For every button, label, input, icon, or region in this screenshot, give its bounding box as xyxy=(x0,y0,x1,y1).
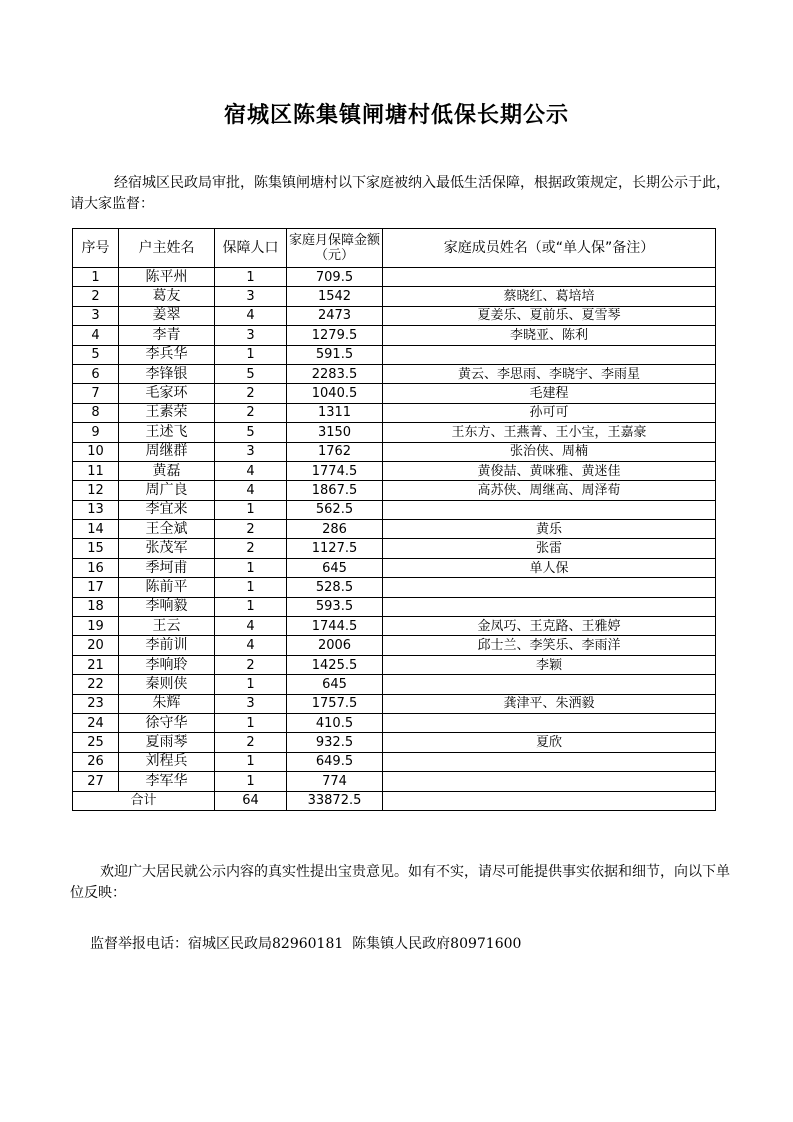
householder-name-cell: 李兵华 xyxy=(119,345,215,364)
serial-number-cell: 16 xyxy=(73,558,119,577)
householder-name-cell: 秦则侠 xyxy=(119,675,215,694)
householder-name-cell: 李宜来 xyxy=(119,500,215,519)
serial-number-cell: 23 xyxy=(73,694,119,713)
covered-persons-cell: 1 xyxy=(215,500,287,519)
family-members-cell xyxy=(383,345,716,364)
total-label: 合计 xyxy=(73,791,215,810)
monthly-amount-cell: 562.5 xyxy=(287,500,383,519)
serial-number-cell: 15 xyxy=(73,539,119,558)
covered-persons-cell: 1 xyxy=(215,345,287,364)
family-members-cell: 金凤巧、王克路、王雅婷 xyxy=(383,617,716,636)
monthly-amount-cell: 1040.5 xyxy=(287,384,383,403)
householder-name-cell: 李青 xyxy=(119,326,215,345)
family-members-cell: 毛建程 xyxy=(383,384,716,403)
family-members-cell xyxy=(383,772,716,791)
intro-paragraph: 经宿城区民政局审批，陈集镇闸塘村以下家庭被纳入最低生活保障，根据政策规定，长期公示于此，请大家监督： xyxy=(70,175,730,212)
family-members-cell: 李颖 xyxy=(383,655,716,674)
table-row xyxy=(73,287,716,306)
covered-persons-cell: 1 xyxy=(215,558,287,577)
table-row xyxy=(73,772,716,791)
covered-persons-cell: 1 xyxy=(215,675,287,694)
monthly-amount-cell: 1425.5 xyxy=(287,655,383,674)
covered-persons-cell: 2 xyxy=(215,520,287,539)
family-members-cell xyxy=(383,675,716,694)
serial-number-cell: 18 xyxy=(73,597,119,616)
family-members-cell xyxy=(383,500,716,519)
monthly-amount-cell: 1867.5 xyxy=(287,481,383,500)
householder-name-cell: 陈前平 xyxy=(119,578,215,597)
serial-number-cell: 25 xyxy=(73,733,119,752)
table-row xyxy=(73,558,716,577)
householder-name-cell: 周继群 xyxy=(119,442,215,461)
householder-name-cell: 朱辉 xyxy=(119,694,215,713)
family-members-cell xyxy=(383,268,716,287)
covered-persons-cell: 5 xyxy=(215,423,287,442)
header-monthly-amount: 家庭月保障金额（元） xyxy=(287,229,383,268)
table-row xyxy=(73,597,716,616)
covered-persons-cell: 2 xyxy=(215,733,287,752)
monthly-amount-cell: 709.5 xyxy=(287,268,383,287)
covered-persons-cell: 3 xyxy=(215,287,287,306)
covered-persons-cell: 2 xyxy=(215,384,287,403)
monthly-amount-cell: 3150 xyxy=(287,423,383,442)
covered-persons-cell: 5 xyxy=(215,364,287,383)
total-amount: 33872.5 xyxy=(287,791,383,810)
subsistence-allowance-table xyxy=(72,228,716,811)
table-row xyxy=(73,384,716,403)
family-members-cell: 单人保 xyxy=(383,558,716,577)
table-row xyxy=(73,713,716,732)
table-row xyxy=(73,636,716,655)
householder-name-cell: 周广良 xyxy=(119,481,215,500)
serial-number-cell: 13 xyxy=(73,500,119,519)
covered-persons-cell: 4 xyxy=(215,306,287,325)
covered-persons-cell: 1 xyxy=(215,772,287,791)
serial-number-cell: 10 xyxy=(73,442,119,461)
householder-name-cell: 李前训 xyxy=(119,636,215,655)
householder-name-cell: 黄磊 xyxy=(119,461,215,480)
table-row xyxy=(73,752,716,771)
page-title: 宿城区陈集镇闸塘村低保长期公示 xyxy=(223,102,569,128)
family-members-cell: 李晓亚、陈利 xyxy=(383,326,716,345)
family-members-cell: 高苏侠、周继高、周泽荀 xyxy=(383,481,716,500)
table-row xyxy=(73,345,716,364)
householder-name-cell: 夏雨琴 xyxy=(119,733,215,752)
family-members-cell: 张治侠、周楠 xyxy=(383,442,716,461)
monthly-amount-cell: 649.5 xyxy=(287,752,383,771)
monthly-amount-cell: 1127.5 xyxy=(287,539,383,558)
serial-number-cell: 5 xyxy=(73,345,119,364)
serial-number-cell: 17 xyxy=(73,578,119,597)
serial-number-cell: 6 xyxy=(73,364,119,383)
monthly-amount-cell: 286 xyxy=(287,520,383,539)
monthly-amount-cell: 528.5 xyxy=(287,578,383,597)
monthly-amount-cell: 1542 xyxy=(287,287,383,306)
householder-name-cell: 姜翠 xyxy=(119,306,215,325)
covered-persons-cell: 2 xyxy=(215,403,287,422)
householder-name-cell: 李军华 xyxy=(119,772,215,791)
householder-name-cell: 李响聆 xyxy=(119,655,215,674)
covered-persons-cell: 4 xyxy=(215,461,287,480)
monthly-amount-cell: 591.5 xyxy=(287,345,383,364)
family-members-cell xyxy=(383,578,716,597)
serial-number-cell: 27 xyxy=(73,772,119,791)
covered-persons-cell: 3 xyxy=(215,442,287,461)
covered-persons-cell: 1 xyxy=(215,597,287,616)
householder-name-cell: 李响毅 xyxy=(119,597,215,616)
serial-number-cell: 7 xyxy=(73,384,119,403)
covered-persons-cell: 1 xyxy=(215,268,287,287)
covered-persons-cell: 4 xyxy=(215,636,287,655)
header-householder-name: 户主姓名 xyxy=(119,229,215,268)
table-body xyxy=(73,268,716,811)
householder-name-cell: 王云 xyxy=(119,617,215,636)
covered-persons-cell: 1 xyxy=(215,752,287,771)
total-persons: 64 xyxy=(215,791,287,810)
serial-number-cell: 26 xyxy=(73,752,119,771)
householder-name-cell: 王述飞 xyxy=(119,423,215,442)
total-members xyxy=(383,791,716,810)
table-row xyxy=(73,733,716,752)
monthly-amount-cell: 645 xyxy=(287,558,383,577)
monthly-amount-cell: 932.5 xyxy=(287,733,383,752)
table-row xyxy=(73,423,716,442)
covered-persons-cell: 4 xyxy=(215,481,287,500)
householder-name-cell: 刘程兵 xyxy=(119,752,215,771)
closing-paragraph: 欢迎广大居民就公示内容的真实性提出宝贵意见。如有不实，请尽可能提供事实依据和细节，向以下单位反映： xyxy=(70,864,730,901)
householder-name-cell: 徐守华 xyxy=(119,713,215,732)
monthly-amount-cell: 2006 xyxy=(287,636,383,655)
family-members-cell: 蔡晓红、葛培培 xyxy=(383,287,716,306)
monthly-amount-cell: 410.5 xyxy=(287,713,383,732)
table-row xyxy=(73,481,716,500)
table-row xyxy=(73,675,716,694)
header-family-members: 家庭成员姓名（或“单人保”备注） xyxy=(383,229,716,268)
table-row xyxy=(73,500,716,519)
monthly-amount-cell: 1774.5 xyxy=(287,461,383,480)
serial-number-cell: 1 xyxy=(73,268,119,287)
monthly-amount-cell: 645 xyxy=(287,675,383,694)
serial-number-cell: 24 xyxy=(73,713,119,732)
serial-number-cell: 2 xyxy=(73,287,119,306)
covered-persons-cell: 2 xyxy=(215,655,287,674)
covered-persons-cell: 2 xyxy=(215,539,287,558)
serial-number-cell: 9 xyxy=(73,423,119,442)
table-row xyxy=(73,306,716,325)
householder-name-cell: 李锋银 xyxy=(119,364,215,383)
table-row xyxy=(73,694,716,713)
family-members-cell xyxy=(383,752,716,771)
householder-name-cell: 陈平州 xyxy=(119,268,215,287)
covered-persons-cell: 3 xyxy=(215,694,287,713)
table-row xyxy=(73,655,716,674)
serial-number-cell: 22 xyxy=(73,675,119,694)
family-members-cell: 黄俊喆、黄咪雅、黄迷佳 xyxy=(383,461,716,480)
family-members-cell: 黄云、李思雨、李晓宇、李雨星 xyxy=(383,364,716,383)
monthly-amount-cell: 2473 xyxy=(287,306,383,325)
covered-persons-cell: 1 xyxy=(215,578,287,597)
householder-name-cell: 张茂军 xyxy=(119,539,215,558)
family-members-cell: 邱士兰、李笑乐、李雨洋 xyxy=(383,636,716,655)
monthly-amount-cell: 1762 xyxy=(287,442,383,461)
table-row xyxy=(73,520,716,539)
table-row xyxy=(73,364,716,383)
householder-name-cell: 葛友 xyxy=(119,287,215,306)
table-row xyxy=(73,442,716,461)
family-members-cell xyxy=(383,597,716,616)
family-members-cell: 龚津平、朱洒毅 xyxy=(383,694,716,713)
table-row xyxy=(73,578,716,597)
covered-persons-cell: 4 xyxy=(215,617,287,636)
table-row xyxy=(73,617,716,636)
serial-number-cell: 11 xyxy=(73,461,119,480)
table-row xyxy=(73,326,716,345)
serial-number-cell: 14 xyxy=(73,520,119,539)
family-members-cell: 黄乐 xyxy=(383,520,716,539)
family-members-cell xyxy=(383,713,716,732)
monthly-amount-cell: 593.5 xyxy=(287,597,383,616)
monthly-amount-cell: 774 xyxy=(287,772,383,791)
serial-number-cell: 12 xyxy=(73,481,119,500)
monthly-amount-cell: 1311 xyxy=(287,403,383,422)
table-row xyxy=(73,268,716,287)
serial-number-cell: 20 xyxy=(73,636,119,655)
table-row xyxy=(73,403,716,422)
serial-number-cell: 19 xyxy=(73,617,119,636)
serial-number-cell: 4 xyxy=(73,326,119,345)
header-serial-number: 序号 xyxy=(73,229,119,268)
householder-name-cell: 毛家环 xyxy=(119,384,215,403)
family-members-cell: 孙可可 xyxy=(383,403,716,422)
monthly-amount-cell: 1279.5 xyxy=(287,326,383,345)
serial-number-cell: 3 xyxy=(73,306,119,325)
total-row xyxy=(73,791,716,810)
family-members-cell: 张雷 xyxy=(383,539,716,558)
householder-name-cell: 王素荣 xyxy=(119,403,215,422)
serial-number-cell: 8 xyxy=(73,403,119,422)
serial-number-cell: 21 xyxy=(73,655,119,674)
table-row xyxy=(73,539,716,558)
table-header-row xyxy=(73,229,716,268)
monthly-amount-cell: 2283.5 xyxy=(287,364,383,383)
covered-persons-cell: 3 xyxy=(215,326,287,345)
family-members-cell: 王东方、王燕菁、王小宝，王嘉豪 xyxy=(383,423,716,442)
monthly-amount-cell: 1757.5 xyxy=(287,694,383,713)
covered-persons-cell: 1 xyxy=(215,713,287,732)
monthly-amount-cell: 1744.5 xyxy=(287,617,383,636)
header-covered-persons: 保障人口 xyxy=(215,229,287,268)
report-hotline: 监督举报电话：宿城区民政局82960181 陈集镇人民政府80971600 xyxy=(90,936,522,952)
householder-name-cell: 季坷甫 xyxy=(119,558,215,577)
family-members-cell: 夏姜乐、夏前乐、夏雪琴 xyxy=(383,306,716,325)
family-members-cell: 夏欣 xyxy=(383,733,716,752)
table-row xyxy=(73,461,716,480)
householder-name-cell: 王全斌 xyxy=(119,520,215,539)
